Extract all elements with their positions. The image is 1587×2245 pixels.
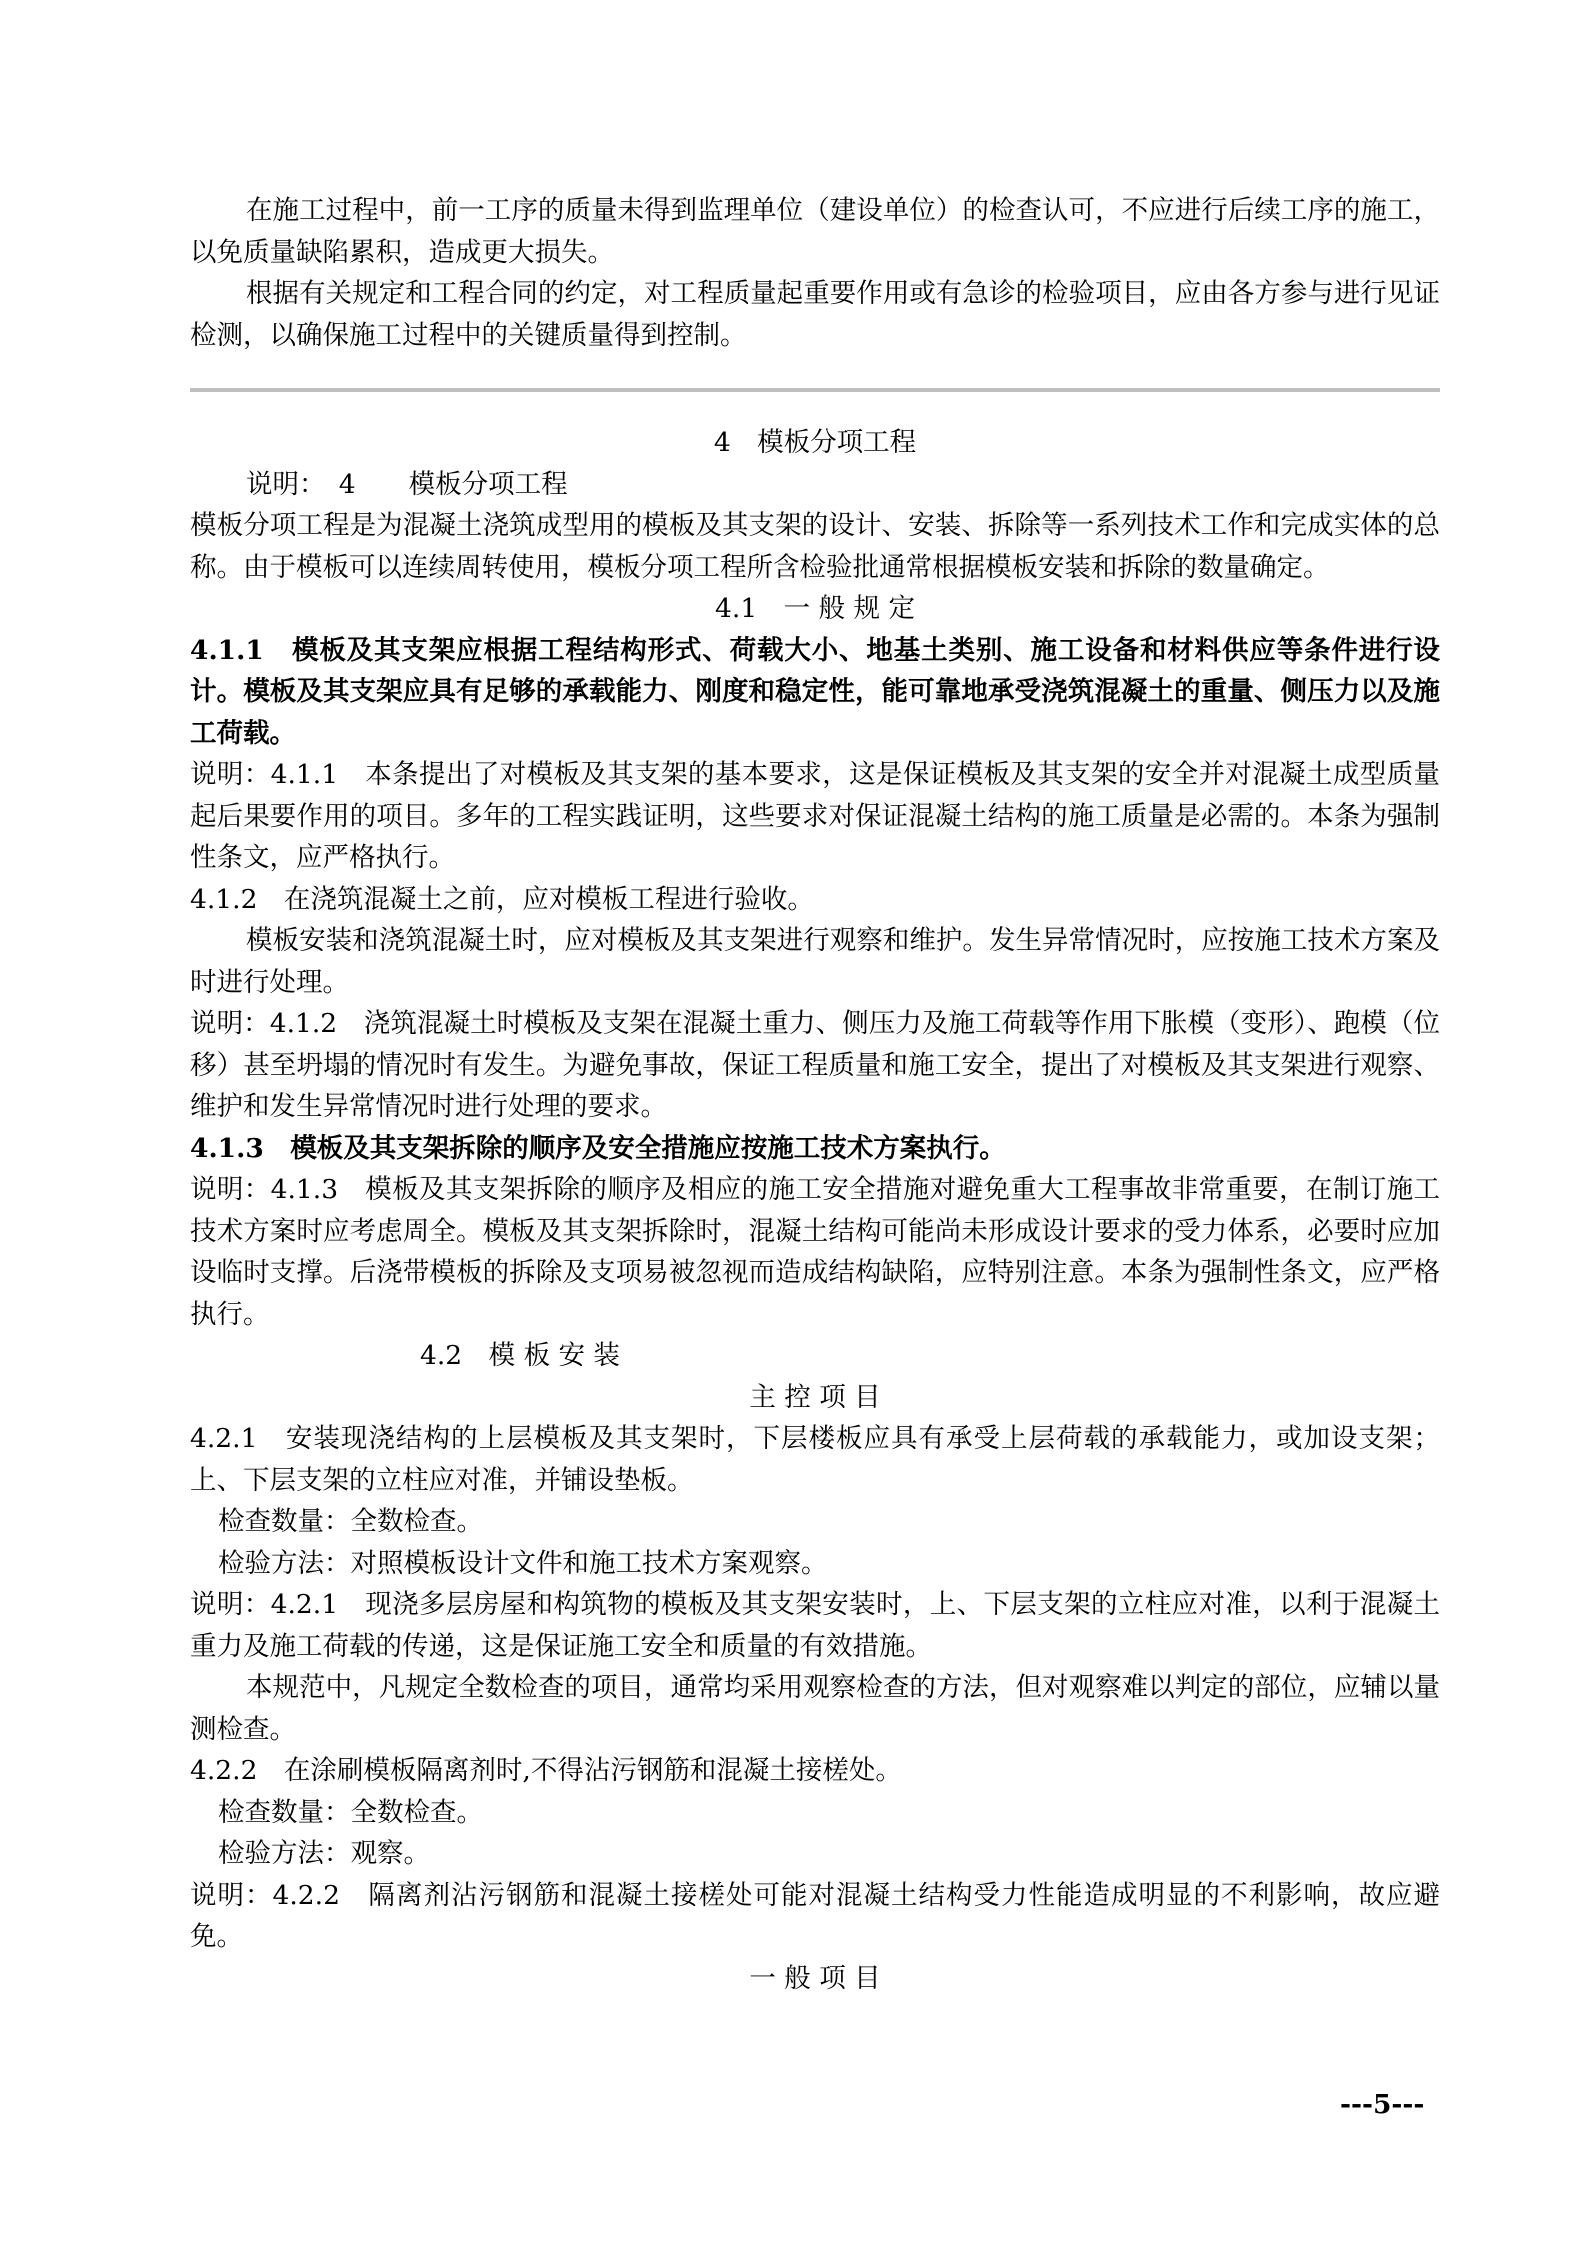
clause-4-2-2-quantity: 检查数量：全数检查。 — [218, 1796, 483, 1828]
paragraph-quality-check: 在施工过程中，前一工序的质量未得到监理单位（建设单位）的检查认可，不应进行后续工序的施工，以免质量缺陷累积，造成更大损失。 — [190, 195, 1440, 268]
clause-4-1-3: 4.1.3 模板及其支架拆除的顺序及安全措施应按施工技术方案执行。 — [190, 1132, 1006, 1164]
clause-4-2-1-method: 检验方法：对照模板设计文件和施工技术方案观察。 — [218, 1547, 828, 1579]
clause-4-2-2-method: 检验方法：观察。 — [218, 1838, 430, 1869]
paragraph-witness-testing: 根据有关规定和工程合同的约定，对工程质量起重要作用或有急诊的检验项目，应由各方参与进行见证检测，以确保施工过程中的关键质量得到控制。 — [190, 278, 1440, 351]
main-items-title: 主 控 项 目 — [749, 1381, 881, 1413]
clause-4-1-2: 4.1.2 在浇筑混凝土之前，应对模板工程进行验收。 — [190, 883, 814, 915]
clause-4-2-1-quantity: 检查数量：全数检查。 — [218, 1506, 483, 1537]
page-number: ---5--- — [1340, 2089, 1425, 2120]
clause-4-1-1-note: 说明：4.1.1 本条提出了对模板及其支架的基本要求，这是保证模板及其支架的安全并对混凝土成型质量起后果要作用的项目。多年的工程实践证明，这些要求对保证混凝土结构的施工质量是必需的。本条为强制性条文，应严格执行。 — [190, 759, 1440, 873]
clause-4-2-1-note: 说明：4.2.1 现浇多层房屋和构筑物的模板及其支架安装时，上、下层支架的立柱应对准，以利于混凝土重力及施工荷载的传递，这是保证施工安全和质量的有效措施。 — [190, 1589, 1440, 1662]
clause-4-1-3-note: 说明：4.1.3 模板及其支架拆除的顺序及相应的施工安全措施对避免重大工程事故非常重要，在制订施工技术方案时应考虑周全。模板及其支架拆除时，混凝土结构可能尚未形成设计要求的受力体系，必要时应加设临时支撑。后浇带模板的拆除及支项易被忽视而造成结构缺陷，应特别注意。本条为强制性条文，应严格执行。 — [190, 1174, 1440, 1330]
clause-4-1-2-body: 模板安装和浇筑混凝土时，应对模板及其支架进行观察和维护。发生异常情况时，应按施工技术方案及时进行处理。 — [190, 925, 1440, 998]
clause-4-2-1-note-continued: 本规范中，凡规定全数检查的项目，通常均采用观察检查的方法，但对观察难以判定的部位，应辅以量测检查。 — [190, 1672, 1440, 1745]
clause-4-1-1: 4.1.1 模板及其支架应根据工程结构形式、荷载大小、地基土类别、施工设备和材料供应等条件进行设计。模板及其支架应具有足够的承载能力、刚度和稳定性，能可靠地承受浇筑混凝土的重量、侧压力以及施工荷载。 — [190, 634, 1440, 749]
chapter-note-label: 说明： 4 模板分项工程 — [246, 468, 568, 500]
document-page — [190, 190, 1440, 1999]
general-items-title: 一 般 项 目 — [749, 1962, 881, 1994]
section-4-2-title: 4.2 模 板 安 装 — [420, 1340, 620, 1371]
clause-4-2-2-note: 说明：4.2.2 隔离剂沾污钢筋和混凝土接槎处可能对混凝土结构受力性能造成明显的不利影响，故应避免。 — [190, 1879, 1440, 1952]
chapter-title: 4 模板分项工程 — [713, 427, 917, 458]
section-divider — [190, 388, 1440, 392]
chapter-note-text: 模板分项工程是为混凝土浇筑成型用的模板及其支架的设计、安装、拆除等一系列技术工作和完成实体的总称。由于模板可以连续周转使用，模板分项工程所含检验批通常根据模板安装和拆除的数量确定。 — [190, 510, 1440, 583]
clause-4-1-2-note: 说明：4.1.2 浇筑混凝土时模板及支架在混凝土重力、侧压力及施工荷载等作用下胀模（变形）、跑模（位移）甚至坍塌的情况时有发生。为避免事故，保证工程质量和施工安全，提出了对模板及其支架进行观察、维护和发生异常情况时进行处理的要求。 — [190, 1008, 1440, 1122]
section-4-1-title: 4.1 一 般 规 定 — [715, 593, 915, 624]
clause-4-2-1: 4.2.1 安装现浇结构的上层模板及其支架时，下层楼板应具有承受上层荷载的承载能力，或加设支架；上、下层支架的立柱应对准，并铺设垫板。 — [190, 1423, 1440, 1496]
clause-4-2-2: 4.2.2 在涂刷模板隔离剂时,不得沾污钢筋和混凝土接槎处。 — [190, 1755, 902, 1786]
